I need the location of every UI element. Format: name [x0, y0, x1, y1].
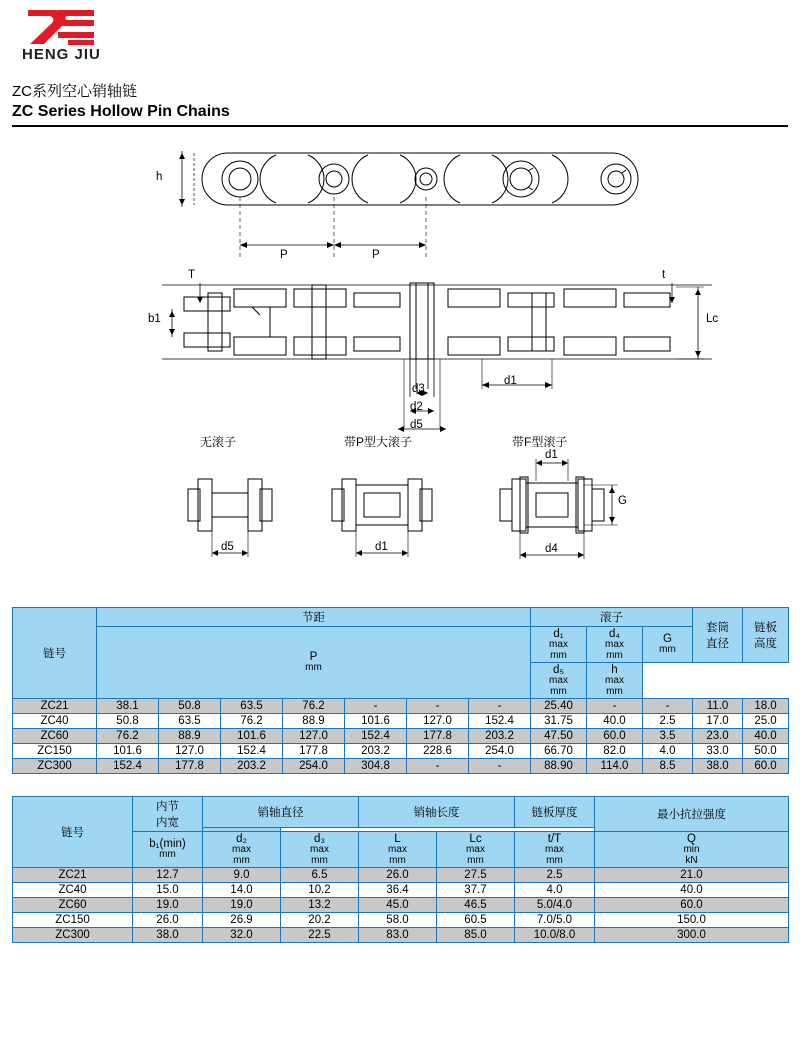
- t1-d1-max: max: [549, 639, 568, 650]
- t2-d3-sym: d₃: [313, 833, 326, 845]
- t1-d1-sym: d₁: [553, 628, 564, 640]
- t1-header-chain-no: 链号: [13, 608, 97, 699]
- t1-r1-d1: 31.75: [531, 714, 587, 729]
- table-row: [13, 714, 789, 729]
- t2-r0-Q: 21.0: [595, 868, 789, 883]
- t2-r2-Lc: 46.5: [437, 898, 515, 913]
- dim-label-d1-section: d1: [504, 375, 517, 387]
- t1-header-plate-group: [743, 608, 789, 663]
- spec-table-2: [12, 796, 789, 943]
- t1-d1-unit: mm: [550, 649, 567, 661]
- t2-b1-unit: mm: [159, 849, 176, 861]
- t1-d5-max: max: [549, 675, 568, 686]
- t2-Lc-max: max: [466, 844, 485, 855]
- t1-r1-p4: 101.6: [345, 714, 407, 729]
- t2-r3-d3: 20.2: [281, 913, 359, 928]
- t2-Lc-sym: Lc: [469, 833, 482, 845]
- page-title-en: ZC Series Hollow Pin Chains: [12, 103, 230, 120]
- t2-r2-Q: 60.0: [595, 898, 789, 913]
- t1-r1-G: 2.5: [643, 714, 693, 729]
- hengjiu-logo-icon: [24, 6, 98, 48]
- t1-r2-G: 3.5: [643, 729, 693, 744]
- dim-label-p2: P: [372, 249, 380, 261]
- t1-h-max: max: [605, 675, 624, 686]
- t1-r4-p4: 304.8: [345, 759, 407, 774]
- dim-label-Lc: Lc: [706, 313, 719, 325]
- dim-label-t-right: t: [662, 269, 666, 281]
- t2-Lc-unit: mm: [467, 854, 484, 866]
- t1-r2-p4: 152.4: [345, 729, 407, 744]
- t2-header-Lc: [437, 832, 515, 868]
- t1-r3-p1: 127.0: [159, 744, 221, 759]
- t1-h-unit: mm: [606, 685, 623, 697]
- t2-r3-Q: 150.0: [595, 913, 789, 928]
- t1-header-plate-line2: 高度: [754, 638, 778, 650]
- t1-r2-p1: 88.9: [159, 729, 221, 744]
- variant3-dim-G: G: [618, 495, 627, 507]
- t2-header-L: [359, 832, 437, 868]
- t1-r3-d1: 66.70: [531, 744, 587, 759]
- t2-r2-d3: 13.2: [281, 898, 359, 913]
- t2-r4-Q: 300.0: [595, 928, 789, 943]
- t2-Q-unit: kN: [685, 854, 698, 866]
- dim-label-b1: b1: [148, 313, 161, 325]
- t1-d5-unit: mm: [550, 685, 567, 697]
- table-row: [13, 699, 789, 714]
- t1-r4-h: 60.0: [743, 759, 789, 774]
- t2-r4-d3: 22.5: [281, 928, 359, 943]
- t1-r4-p0: 152.4: [97, 759, 159, 774]
- t2-r4-tT: 10.0/8.0: [515, 928, 595, 943]
- dim-label-d3: d3: [412, 383, 425, 395]
- t1-r3-p2: 152.4: [221, 744, 283, 759]
- t2-r0-d3: 6.5: [281, 868, 359, 883]
- t1-header-d4: [587, 627, 643, 663]
- t1-d4-sym: d₄: [608, 628, 621, 640]
- t2-tT-max: max: [545, 844, 564, 855]
- dim-label-d5: d5: [410, 419, 423, 431]
- t2-r3-L: 58.0: [359, 913, 437, 928]
- t1-r2-p2: 101.6: [221, 729, 283, 744]
- t1-r0-p0: 38.1: [97, 699, 159, 714]
- t1-r0-h: 18.0: [743, 699, 789, 714]
- t2-header-plate-thk: 链板厚度: [515, 797, 595, 828]
- t1-r4-d4: 114.0: [587, 759, 643, 774]
- t2-r1-Q: 40.0: [595, 883, 789, 898]
- t2-header-inner-width: [133, 797, 203, 832]
- t1-r4-p1: 177.8: [159, 759, 221, 774]
- t2-header-b1: [133, 832, 203, 868]
- t2-r0-d2: 9.0: [203, 868, 281, 883]
- t2-r3-d2: 26.9: [203, 913, 281, 928]
- t1-d5-sym: d₅: [552, 664, 565, 676]
- table-row: [13, 898, 789, 913]
- t1-r4-p5: -: [407, 759, 469, 774]
- t2-r4-L: 83.0: [359, 928, 437, 943]
- t2-r2-tT: 5.0/4.0: [515, 898, 595, 913]
- t2-header-d2: [203, 832, 281, 868]
- brand-name: HENG JIU: [22, 46, 101, 63]
- t1-header-G: [643, 627, 693, 663]
- t2-L-max: max: [388, 844, 407, 855]
- t2-r4-d2: 32.0: [203, 928, 281, 943]
- title-divider: [12, 125, 788, 127]
- t1-r4-d5: 38.0: [693, 759, 743, 774]
- t1-r2-d1: 47.50: [531, 729, 587, 744]
- t1-r1-h: 25.0: [743, 714, 789, 729]
- t1-h-sym: h: [611, 664, 618, 676]
- t1-r1-p6: 152.4: [469, 714, 531, 729]
- t2-header-d3: [281, 832, 359, 868]
- t1-header-d1: [531, 627, 587, 663]
- t1-header-bush-line1: 套筒: [706, 622, 730, 634]
- t2-d3-unit: mm: [311, 854, 328, 866]
- t1-d4-unit: mm: [606, 649, 623, 661]
- t1-r4-G: 8.5: [643, 759, 693, 774]
- t2-b1-sym: b₁(min): [149, 838, 186, 851]
- t2-d2-max: max: [232, 844, 251, 855]
- t1-r0-G: -: [643, 699, 693, 714]
- t2-r2-d2: 19.0: [203, 898, 281, 913]
- t2-r3-name: ZC150: [13, 913, 133, 928]
- t1-r4-p2: 203.2: [221, 759, 283, 774]
- table-row: [13, 744, 789, 759]
- t1-header-roller-group: 滚子: [531, 608, 693, 627]
- t1-G-unit: mm: [659, 644, 676, 656]
- table-row: [13, 913, 789, 928]
- t2-r2-L: 45.0: [359, 898, 437, 913]
- t2-r0-L: 26.0: [359, 868, 437, 883]
- t1-r3-p0: 101.6: [97, 744, 159, 759]
- t1-r1-p1: 63.5: [159, 714, 221, 729]
- t1-r0-p4: -: [345, 699, 407, 714]
- table-row: [13, 729, 789, 744]
- t2-r4-Lc: 85.0: [437, 928, 515, 943]
- t1-r0-p6: -: [469, 699, 531, 714]
- t1-pitch-unit: mm: [305, 662, 322, 674]
- t1-header-bush-group: [693, 608, 743, 663]
- t2-header-pin-dia: 销轴直径: [203, 797, 359, 828]
- t1-r3-G: 4.0: [643, 744, 693, 759]
- brand-header: [12, 0, 788, 68]
- t2-r0-Lc: 27.5: [437, 868, 515, 883]
- t1-r2-d4: 60.0: [587, 729, 643, 744]
- t2-Q-min: min: [683, 844, 700, 855]
- t2-r1-d2: 14.0: [203, 883, 281, 898]
- t1-r3-p6: 254.0: [469, 744, 531, 759]
- t2-L-unit: mm: [389, 854, 406, 866]
- dim-label-p1: P: [280, 249, 288, 261]
- dim-label-h: h: [156, 171, 163, 183]
- variant-caption-f-roller: 带F型滚子: [512, 435, 568, 449]
- t1-r1-p5: 127.0: [407, 714, 469, 729]
- variant3-dim-d1: d1: [545, 449, 558, 461]
- t1-r1-p3: 88.9: [283, 714, 345, 729]
- t1-r1-name: ZC40: [13, 714, 97, 729]
- t2-r1-Lc: 37.7: [437, 883, 515, 898]
- dim-label-T-left: T: [188, 269, 196, 281]
- t1-r1-d5: 17.0: [693, 714, 743, 729]
- t2-r2-b1: 19.0: [133, 898, 203, 913]
- t1-header-h: [587, 663, 643, 699]
- t2-header-chain-no: 链号: [13, 797, 133, 868]
- t1-r3-p4: 203.2: [345, 744, 407, 759]
- t2-L-sym: L: [394, 833, 401, 845]
- table-row: [13, 883, 789, 898]
- t2-r4-b1: 38.0: [133, 928, 203, 943]
- spec-table-1-wrap: [12, 607, 788, 774]
- t1-r0-p1: 50.8: [159, 699, 221, 714]
- t1-header-pitch-group: 节距: [97, 608, 531, 627]
- t2-inner-l2: 内宽: [156, 817, 179, 829]
- variant2-dim-d1: d1: [375, 541, 388, 553]
- t2-r0-name: ZC21: [13, 868, 133, 883]
- t1-r0-d5: 11.0: [693, 699, 743, 714]
- page-title-cn: ZC系列空心销轴链: [12, 83, 137, 100]
- drawing-svg: [12, 137, 788, 607]
- variant3-dim-d4: d4: [545, 543, 558, 555]
- t2-r1-name: ZC40: [13, 883, 133, 898]
- t1-r0-p5: -: [407, 699, 469, 714]
- t1-r4-d1: 88.90: [531, 759, 587, 774]
- t1-r3-p3: 177.8: [283, 744, 345, 759]
- t2-header-tT: [515, 832, 595, 868]
- technical-drawing: [12, 137, 788, 607]
- t2-r0-b1: 12.7: [133, 868, 203, 883]
- t2-r3-Lc: 60.5: [437, 913, 515, 928]
- t2-d3-max: max: [310, 844, 329, 855]
- t1-r0-p2: 63.5: [221, 699, 283, 714]
- table-row: [13, 868, 789, 883]
- t2-tT-sym: t/T: [547, 833, 562, 845]
- t2-r0-tT: 2.5: [515, 868, 595, 883]
- t1-r1-p0: 50.8: [97, 714, 159, 729]
- t2-header-Q: [595, 832, 789, 868]
- t2-d2-sym: d₂: [236, 833, 247, 845]
- t2-inner-l1: 内节: [156, 801, 179, 813]
- t1-pitch-symbol: P: [309, 651, 318, 664]
- t2-r3-b1: 26.0: [133, 913, 203, 928]
- t2-r1-d3: 10.2: [281, 883, 359, 898]
- t2-Q-sym: Q: [687, 833, 696, 845]
- t2-tT-unit: mm: [546, 854, 563, 866]
- spec-table-2-wrap: [12, 796, 788, 943]
- t1-r0-name: ZC21: [13, 699, 97, 714]
- t1-r2-name: ZC60: [13, 729, 97, 744]
- variant1-dim-d5: d5: [221, 541, 234, 553]
- spec-table-1: [12, 607, 789, 774]
- t2-r2-name: ZC60: [13, 898, 133, 913]
- t2-r1-tT: 4.0: [515, 883, 595, 898]
- t2-d2-unit: mm: [233, 854, 250, 866]
- t1-r1-d4: 40.0: [587, 714, 643, 729]
- t1-G-sym: G: [663, 633, 672, 646]
- t1-r2-p6: 203.2: [469, 729, 531, 744]
- dim-label-d2: d2: [410, 401, 423, 413]
- t1-r2-p3: 127.0: [283, 729, 345, 744]
- t1-r3-p5: 228.6: [407, 744, 469, 759]
- t1-r3-h: 50.0: [743, 744, 789, 759]
- table-row: [13, 928, 789, 943]
- t1-r4-name: ZC300: [13, 759, 97, 774]
- t1-r2-p5: 177.8: [407, 729, 469, 744]
- t1-header-plate-line1: 链板: [754, 622, 778, 634]
- variant-caption-no-roller: 无滚子: [200, 435, 237, 449]
- t1-r2-h: 40.0: [743, 729, 789, 744]
- t1-r2-d5: 23.0: [693, 729, 743, 744]
- t2-r1-b1: 15.0: [133, 883, 203, 898]
- variant-caption-p-roller: 带P型大滚子: [344, 435, 413, 449]
- t1-header-bush-line2: 直径: [706, 638, 730, 650]
- t1-r3-name: ZC150: [13, 744, 97, 759]
- t1-r0-p3: 76.2: [283, 699, 345, 714]
- t1-header-d5: [531, 663, 587, 699]
- t2-header-strength: 最小抗拉强度: [595, 797, 789, 832]
- t1-r3-d5: 33.0: [693, 744, 743, 759]
- t1-r0-d4: -: [587, 699, 643, 714]
- t1-r0-d1: 25.40: [531, 699, 587, 714]
- t1-r1-p2: 76.2: [221, 714, 283, 729]
- table-row: [13, 759, 789, 774]
- t1-r4-p6: -: [469, 759, 531, 774]
- t1-r4-p3: 254.0: [283, 759, 345, 774]
- t1-d4-max: max: [605, 639, 624, 650]
- t1-r3-d4: 82.0: [587, 744, 643, 759]
- t2-r4-name: ZC300: [13, 928, 133, 943]
- t2-r1-L: 36.4: [359, 883, 437, 898]
- t2-r3-tT: 7.0/5.0: [515, 913, 595, 928]
- t1-r2-p0: 76.2: [97, 729, 159, 744]
- t1-header-pitch-symbol: [97, 627, 531, 699]
- t2-header-pin-len: 销轴长度: [359, 797, 515, 828]
